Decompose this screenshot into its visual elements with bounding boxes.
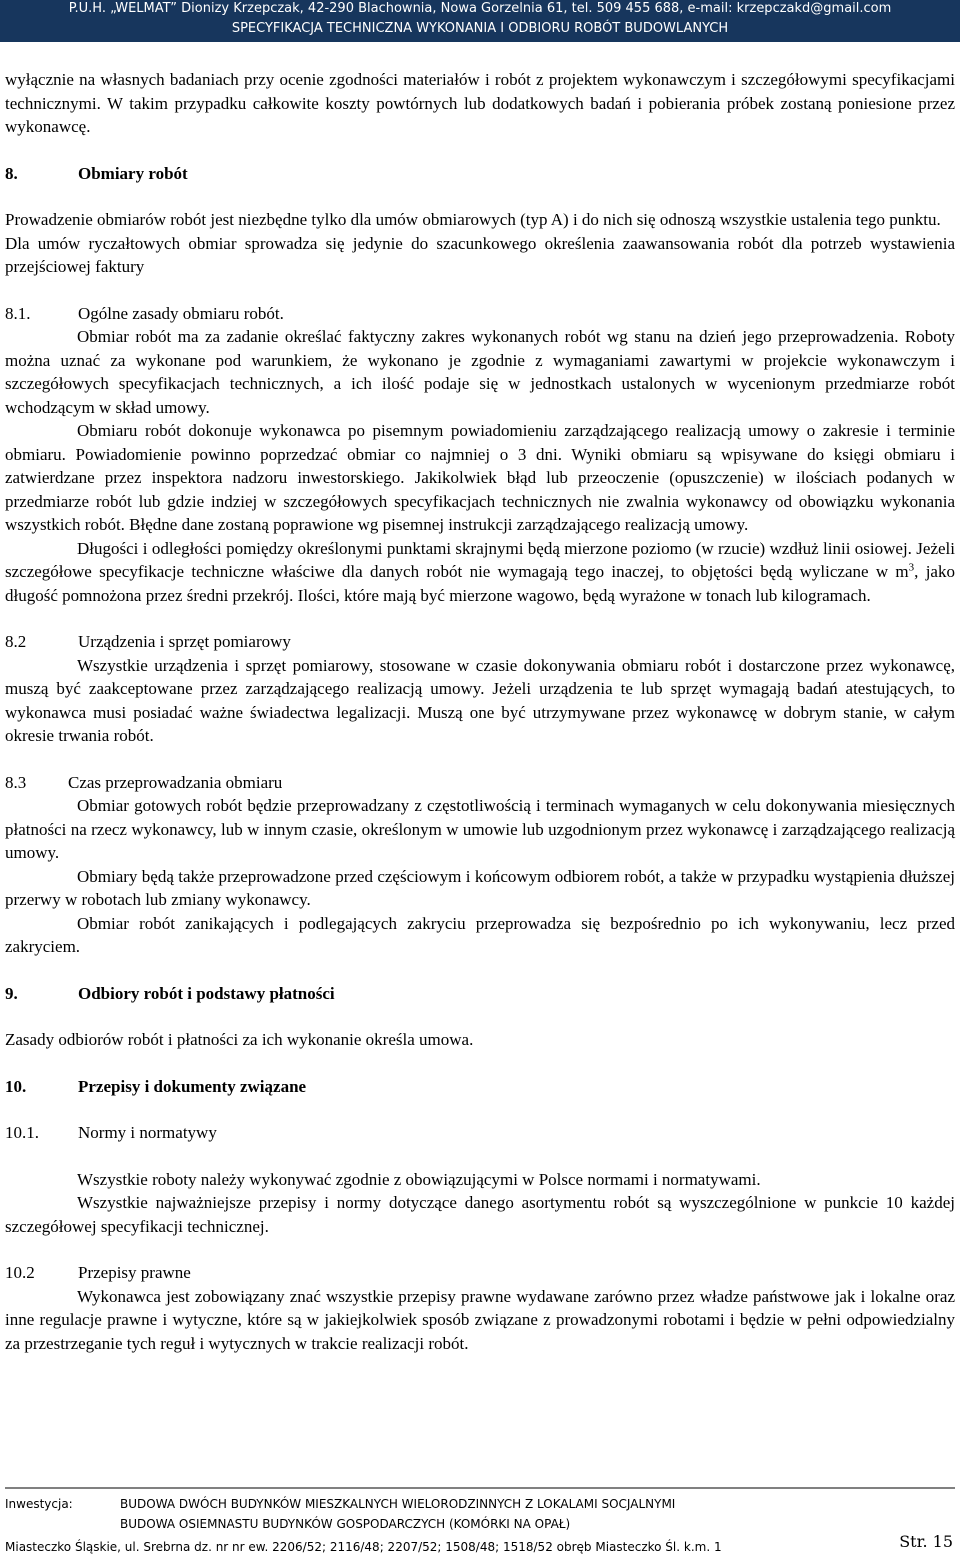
paragraph: Prowadzenie obmiarów robót jest niezbędne tylko dla umów obmiarowych (typ A) i do nich się odnoszą wszystkie ustalenia tego punktu. bbox=[5, 210, 941, 229]
paragraph: Wszystkie roboty należy wykonywać zgodnie z obowiązującymi w Polsce normami i normatywami. bbox=[77, 1169, 761, 1189]
intro-paragraph: wyłącznie na własnych badaniach przy ocenie zgodności materiałów i robót z projektem wykonawczym i szczegółowymi specyfikacjami technicznymi. W takim przypadku całkowite koszty powtórnych lub dodatkowych badań i pobierania próbek zostaną poniesione przez wykonawcę. bbox=[5, 70, 955, 136]
section-number: 10.2 bbox=[5, 1263, 35, 1282]
paragraph: Wszystkie najważniejsze przepisy i normy dotyczące danego asortymentu robót są wyszczególnione w punkcie 10 każdej szczegółowej specyfikacji technicznej. bbox=[5, 1193, 955, 1236]
footer-investment-label: Inwestycja: bbox=[5, 1497, 73, 1511]
paragraph: Obmiar robót zanikających i podlegających zakryciu przeprowadza się bezpośrednio po ich wykonywaniu, lecz przed zakryciem. bbox=[5, 913, 955, 956]
section-number: 8.3 bbox=[5, 772, 27, 792]
paragraph: Wszystkie urządzenia i sprzęt pomiarowy, stosowane w czasie dokonywania obmiaru robót i dostarczone przez wykonawcę, muszą być zaakceptowane przez zarządzającego realizacją umowy. Jeżeli urządzenia te lub sprzęt wymagają badań atestujących, to wykonawca musi posiadać ważne świadectwa legalizacji. Muszą one być utrzymywane przez wykonawcę w dobrym stanie, w całym okresie trwania robót. bbox=[5, 655, 955, 745]
section-8-2-heading bbox=[5, 630, 955, 654]
paragraph: Wykonawca jest zobowiązany znać wszystkie przepisy prawne wydawane zarówno przez władze państwowe jak i lokalne oraz inne regulacje prawne i wytyczne, które są w jakiejkolwiek sposób związane z prowadzonymi robotami i będzie w pełni odpowiedzialny za przestrzeganie tych reguł i wytycznych w trakcie realizacji robót. bbox=[5, 1286, 955, 1353]
footer-investment-line-1: BUDOWA DWÓCH BUDYNKÓW MIESZKALNYCH WIELORODZINNYCH Z LOKALAMI SOCJALNYMI bbox=[120, 1497, 676, 1511]
section-title: Przepisy prawne bbox=[78, 1263, 191, 1282]
header-company-line: P.U.H. „WELMAT” Dionizy Krzepczak, 42-290 Blachownia, Nowa Gorzelnia 61, tel. 509 455 688, e-mail: krzepczakd@gmail.com bbox=[68, 1, 892, 16]
paragraph: Obmiary będą także przeprowadzone przed częściowym i końcowym odbiorem robót, a także w przypadku wystąpienia dłuższej przerwy w robotach lub zmiany wykonawcy. bbox=[5, 866, 955, 909]
section-title: Przepisy i dokumenty związane bbox=[78, 1076, 307, 1096]
section-number: 10. bbox=[5, 1076, 27, 1096]
document-body bbox=[5, 68, 955, 1355]
document-footer bbox=[5, 1491, 955, 1559]
document-header bbox=[0, 0, 960, 42]
paragraph: Obmiar robót ma za zadanie określać faktyczny zakres wykonanych robót wg stanu na dzień jego przeprowadzenia. Roboty można uznać za wykonane pod warunkiem, że wykonano je zgodnie z wymaganiami zawartymi w projekcie wykonawczym i szczegółowych specyfikacjach technicznych, a ich ilość podaje się w jednostkach ustalonych w wycenionym przedmiarze robót wchodzącym w skład umowy. bbox=[5, 327, 955, 417]
section-title: Normy i normatywy bbox=[78, 1123, 217, 1142]
section-title: Czas przeprowadzania obmiaru bbox=[68, 772, 283, 792]
footer-investment-line-2: BUDOWA OSIEMNASTU BUDYNKÓW GOSPODARCZYCH (KOMÓRKI NA OPAŁ) bbox=[120, 1517, 571, 1531]
section-number: 8.2 bbox=[5, 632, 27, 651]
paragraph: Obmiar gotowych robót będzie przeprowadzany z częstotliwością i terminach wymaganych w celu dokonywania miesięcznych płatności na rzecz wykonawcy, lub w innym czasie, określonym w umowie lub uzgodnionym przez wykonawcę i zarządzającego realizacją umowy. bbox=[5, 796, 955, 862]
paragraph: Obmiaru robót dokonuje wykonawca po pisemnym powiadomieniu zarządzającego realizacją umowy o zakresie i terminie obmiaru. Powiadomienie powinno poprzedzać obmiar co najmniej o 3 dni. Wyniki obmiaru są wpisywane do księgi obmiaru i zatwierdzane przez inspektora nadzoru inwestorskiego. Jakikolwiek błąd lub przeoczenie (opuszczenie) w ilościach podanych w przedmiarze robót lub gdzie indziej w szczegółowych specyfikacjach technicznych nie zwalnia wykonawcy od obowiązku wykonania wszystkich robót. Błędne dane zostaną poprawione wg pisemnej instrukcji zarządzającego realizacją umowy. bbox=[5, 421, 955, 534]
section-title: Obmiary robót bbox=[78, 163, 188, 183]
section-8-1-heading bbox=[5, 302, 955, 326]
section-number: 8. bbox=[5, 163, 18, 183]
header-document-title: SPECYFIKACJA TECHNICZNA WYKONANIA I ODBIORU ROBÓT BUDOWLANYCH bbox=[231, 21, 729, 36]
footer-location: Miasteczko Śląskie, ul. Srebrna dz. nr nr ew. 2206/52; 2116/48; 2207/52; 1508/48; 1518/52 obręb Miasteczko Śl. k.m. 1 bbox=[5, 1540, 722, 1554]
section-title: Odbiory robót i podstawy płatności bbox=[78, 983, 335, 1003]
section-10-1-heading bbox=[5, 1121, 955, 1145]
section-9-heading bbox=[5, 982, 955, 1006]
section-number: 9. bbox=[5, 983, 18, 1003]
section-8-3-heading bbox=[5, 771, 955, 795]
section-8-heading bbox=[5, 162, 955, 186]
footer-divider bbox=[5, 1487, 955, 1489]
section-title: Ogólne zasady obmiaru robót. bbox=[78, 303, 284, 323]
section-title: Urządzenia i sprzęt pomiarowy bbox=[78, 632, 291, 651]
section-number: 10.1. bbox=[5, 1123, 39, 1142]
paragraph: Zasady odbiorów robót i płatności za ich wykonanie określa umowa. bbox=[5, 1030, 474, 1049]
section-number: 8.1. bbox=[5, 303, 31, 323]
paragraph: Długości i odległości pomiędzy określonymi punktami skrajnymi będą mierzone poziomo (w rzucie) wzdłuż linii osiowej. Jeżeli szczegółowe specyfikacje techniczne właściwe dla danych robót nie wymagają tego inaczej, to objętości będą wyliczane w $m^3$, jako długość pomnożona przez średni przekrój. Ilości, które mają być mierzone wagowo, będą wyrażone w tonach lub kilogramach. bbox=[5, 538, 955, 605]
section-10-2-heading bbox=[5, 1261, 955, 1285]
page-number: Str. 15 bbox=[899, 1532, 953, 1551]
paragraph: Dla umów ryczałtowych obmiar sprowadza się jedynie do szacunkowego określenia zaawansowania robót dla potrzeb wystawienia przejściowej faktury bbox=[5, 233, 955, 276]
section-10-heading bbox=[5, 1075, 955, 1099]
